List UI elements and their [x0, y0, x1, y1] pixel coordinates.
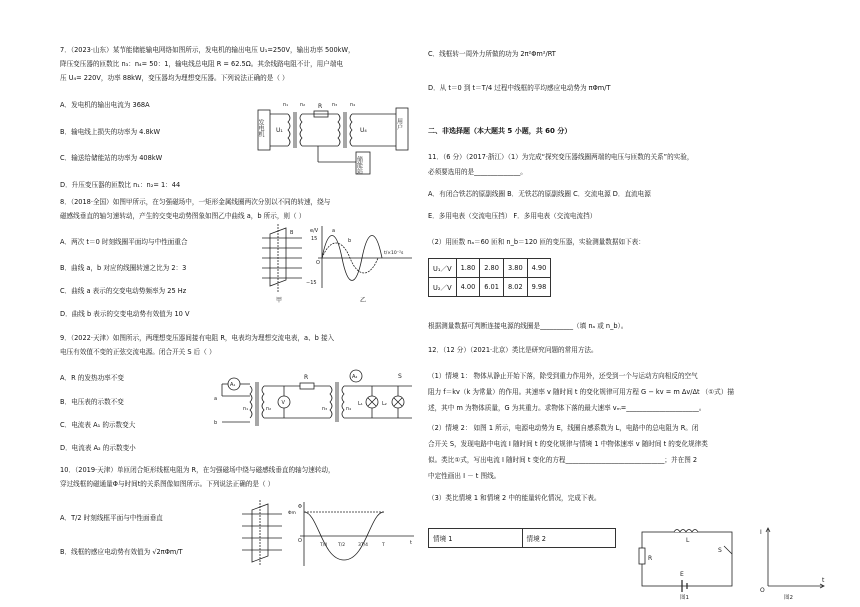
l1-label: L₁	[358, 401, 363, 407]
i-axis-label: I	[760, 529, 762, 536]
q9-line2: 电压有效值不变的正弦交流电源。闭合开关 S 后（ ）	[60, 348, 216, 356]
header-scene2: 情境 2	[522, 529, 616, 548]
q9-n3-label: n₃	[322, 406, 328, 412]
q7-line3: 压 U₄= 220V，功率 88kW，变压器均为理想变压器。下列说法正确的是（ ）	[60, 74, 289, 82]
u4-label: U₄	[360, 127, 367, 134]
q9-circuit-figure	[210, 366, 416, 436]
terminal-a: a	[214, 396, 218, 402]
q9-option-b: B．电压表的示数不变	[60, 398, 124, 406]
q12-line3: 阻力 f＝kv（k 为常量）的作用。其速率 v 随时间 t 的变化规律可用方程 G − kv = m Δv/Δt （①式）描	[428, 388, 734, 396]
q9-line1: 9．（2022·天津）如图所示，两理想变压器间接有电阻 R，电表均为理想交流电表，a、b 接入	[60, 334, 335, 342]
switch-label: S	[718, 547, 722, 554]
q9-n2-label: n₂	[266, 406, 272, 412]
fig2-label: 图2	[784, 595, 793, 600]
q9-resistor	[300, 383, 314, 389]
table-cell: 4.90	[527, 259, 551, 278]
q8-option-b: B．曲线 a，b 对应的线圈转速之比为 2：3	[60, 264, 187, 272]
q9-n4-label: n₄	[346, 406, 352, 412]
q7-option-b: B．输电线上损失的功率为 4.8kW	[60, 128, 160, 136]
table-cell: 8.02	[503, 278, 527, 297]
table-cell: 3.80	[503, 259, 527, 278]
phi-axis-label: Φ	[298, 504, 302, 510]
n3-label: n₃	[332, 102, 338, 108]
tick-minus15: −15	[306, 280, 317, 286]
table-row	[429, 529, 616, 548]
fig2-origin: O	[760, 587, 765, 594]
table-row	[429, 278, 551, 297]
q7-circuit-figure	[256, 92, 416, 178]
a2-label: A₂	[352, 374, 358, 380]
q12-line6: 合开关 S，发现电路中电流 I 随时间 t 的变化规律与情境 1 中物体速率 v 随时间 t 的变化规律类	[428, 440, 708, 448]
q11-options-2: E．多用电表（交流电压挡） F．多用电表（交流电流挡）	[428, 212, 597, 220]
switch	[724, 546, 732, 554]
inductor-coil	[674, 530, 698, 533]
terminal-b: b	[214, 420, 218, 426]
q8-line2: 磁感线垂直的轴匀速转动，产生的交变电动势图象如图乙中曲线 a，b 所示，则（ ）	[60, 212, 306, 220]
row-header-u1: U₁／V	[429, 259, 457, 278]
q12-line9: （3）类比情境 1 和情境 2 中的能量转化情况，完成下表。	[428, 494, 601, 502]
q7-option-d: D．升压变压器的匝数比 n₁：n₂= 1：44	[60, 181, 181, 189]
header-scene1: 情境 1	[429, 529, 523, 548]
q11-line2: 必须要选用的是______________。	[428, 168, 527, 176]
q11-line1: 11．（6 分）（2017·浙江）（1）为完成“探究变压器线圈两端的电压与匝数的关系”的实验，	[428, 153, 694, 161]
storage-label: 储能站	[355, 156, 363, 174]
curve-b-label: b	[348, 238, 352, 244]
q7-option-c: C．输送给储能站的功率为 408kW	[60, 154, 163, 162]
q9-s-label: S	[398, 373, 402, 380]
n1-label: n₁	[283, 102, 289, 108]
q8-figure	[256, 224, 416, 306]
table-cell: 2.80	[480, 259, 504, 278]
fig1-label: 图1	[680, 595, 689, 600]
section-2-heading: 二、非选择题（本大题共 5 小题，共 60 分）	[428, 127, 572, 135]
q9-n1-label: n₁	[243, 406, 249, 412]
fig-jia-label: 甲	[276, 297, 283, 304]
q10-option-a: A．T/2 时刻线框平面与中性面垂直	[60, 514, 163, 522]
q8-line1: 8．（2018·全国）如图甲所示，在匀强磁场中，一矩形金属线圈两次分别以不同的转速，绕与	[60, 198, 331, 206]
q12-line7: 似。类比①式，写出电流 I 随时间 t 变化的方程______________________________；并在图 2	[428, 456, 698, 464]
q10-t-label: t	[410, 540, 412, 546]
n2-label: n₂	[300, 102, 306, 108]
q9-option-d: D．电流表 A₂ 的示数变小	[60, 444, 136, 452]
v-label: V	[281, 400, 285, 406]
n4-label: n₄	[350, 102, 356, 108]
q10-option-c: C．线框转一周外力所做的功为 2π²Φm²/RT	[428, 50, 556, 58]
u1-label: U₁	[276, 127, 283, 134]
fig2-t-label: t	[822, 577, 825, 584]
q12-energy-table	[428, 528, 616, 548]
generator-label: 发电机	[257, 119, 264, 137]
table-cell: 1.80	[456, 259, 480, 278]
q7-line2: 降压变压器的匝数比 n₃：n₄= 50：1，输电线总电阻 R = 62.5Ω。其余线路电阻不计，用户端电	[60, 60, 344, 68]
q11-options-1: A．有闭合铁芯的原副线圈 B．无铁芯的原副线圈 C．交流电源 D．直流电源	[428, 190, 651, 198]
table-cell: 9.98	[527, 278, 551, 297]
phim-label: Φm	[288, 511, 296, 516]
b-field-label: B	[290, 230, 294, 236]
tick-t: T	[382, 543, 385, 548]
q9-option-c: C．电流表 A₁ 的示数变大	[60, 421, 136, 429]
table-cell: 6.01	[480, 278, 504, 297]
q12-figures	[632, 524, 828, 600]
q12-line8: 中定性画出 I － t 图线。	[428, 472, 501, 480]
row-header-u2: U₂／V	[429, 278, 457, 297]
q10-origin: O	[298, 538, 302, 544]
q8-option-a: A．两次 t＝0 时刻线圈平面均与中性面重合	[60, 238, 188, 246]
q12-line4: 述，其中 m 为物体质量，G 为其重力。求物体下落的最大速率 vₘ=______________________。	[428, 404, 706, 412]
resistor-label: R	[648, 555, 653, 562]
q10-option-d: D．从 t＝0 到 t＝T/4 过程中线框的平均感应电动势为 πΦm/T	[428, 84, 611, 92]
a1-label: A₁	[230, 382, 236, 388]
tick-t4: T/4	[320, 543, 328, 548]
battery-label: E	[680, 571, 684, 578]
q11-part2: （2）用匝数 nₐ＝60 匝和 n_b＝120 匝的变压器，实验测量数据如下表：	[428, 238, 645, 246]
curve-a-label: a	[332, 228, 336, 234]
q10-option-b: B．线框的感应电动势有效值为 √2πΦm/T	[60, 548, 183, 556]
q9-option-a: A．R 的发热功率不变	[60, 374, 124, 382]
tick-3t4: 3T/4	[358, 543, 368, 548]
q12-line5: （2）情境 2： 如图 1 所示，电源电动势为 E，线圈自感系数为 L，电路中的总电阻为 R。闭	[428, 424, 699, 432]
origin-label: O	[316, 260, 320, 266]
t-axis-label: t/×10⁻²s	[384, 251, 404, 256]
tick-15: 15	[311, 236, 318, 242]
q8-option-d: D．曲线 b 表示的交变电动势有效值为 10 V	[60, 310, 190, 318]
r-label: R	[318, 103, 323, 110]
tick-t2: T/2	[338, 543, 346, 548]
user-label: 用户	[395, 118, 403, 130]
q11-data-table	[428, 258, 551, 297]
q10-figure	[238, 500, 418, 568]
table-row	[429, 259, 551, 278]
table-cell: 4.00	[456, 278, 480, 297]
q12-line2: （1）情境 1： 物体从静止开始下落，除受到重力作用外，还受到一个与运动方向相反的空气	[428, 372, 698, 380]
l2-label: L₂	[382, 401, 387, 407]
q10-line2: 穿过线框的磁通量Φ与时间t的关系图像如图所示。下列说法正确的是（ ）	[60, 480, 275, 488]
q7-line1: 7．（2023·山东）某节能储能输电网络如图所示，发电机的输出电压 U₁=250V，输出功率 500kW，	[60, 46, 355, 54]
q8-option-c: C．曲线 a 表示的交变电动势频率为 25 Hz	[60, 287, 187, 295]
q11-part3: 根据测量数据可判断连接电源的线圈是__________（填 nₐ 或 n_b）。	[428, 322, 628, 330]
fig-yi-label: 乙	[360, 297, 367, 304]
inductor-label: L	[686, 537, 690, 544]
q12-line1: 12．（12 分）（2021·北京）类比是研究问题的常用方法。	[428, 346, 598, 354]
q7-option-a: A．发电机的输出电流为 368A	[60, 101, 150, 109]
q9-r-label: R	[304, 374, 309, 381]
resistor	[639, 548, 645, 564]
e-axis-label: e/V	[310, 228, 319, 234]
q10-line1: 10．（2019·天津）单匝闭合矩形线框电阻为 R，在匀强磁场中绕与磁感线垂直的轴匀速转动，	[60, 466, 335, 474]
